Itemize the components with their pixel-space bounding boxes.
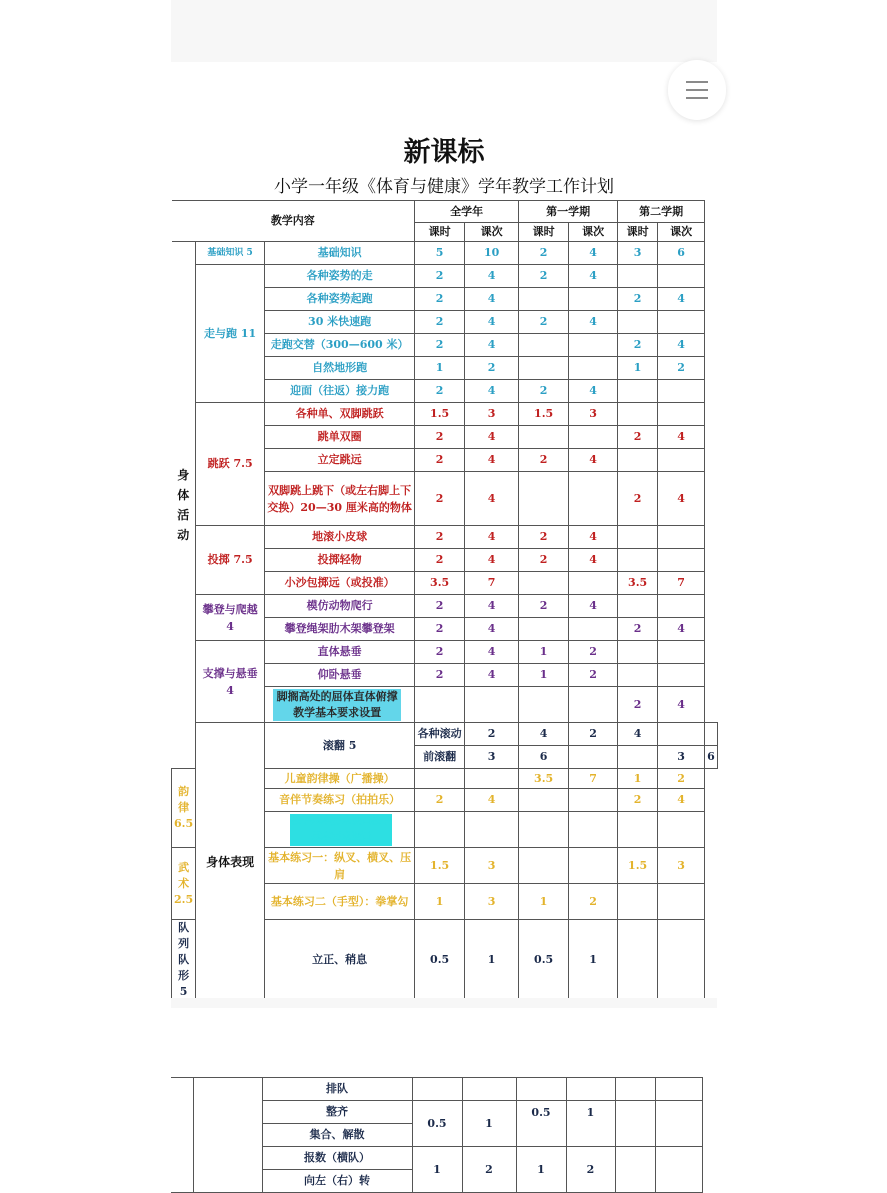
value-cell — [705, 723, 718, 746]
value-cell: 2 — [519, 265, 569, 288]
value-cell: 3.5 — [415, 572, 465, 595]
value-cell: 2 — [566, 1147, 615, 1193]
value-cell: 4 — [465, 526, 519, 549]
table-row — [172, 403, 718, 426]
value-cell: 2 — [519, 595, 569, 618]
value-cell: 6 — [705, 746, 718, 769]
value-cell — [415, 769, 465, 789]
value-cell — [569, 746, 618, 769]
value-cell — [569, 572, 618, 595]
value-cell: 6 — [658, 242, 705, 265]
value-cell — [618, 403, 658, 426]
group-martial: 武术 2.5 — [172, 848, 196, 920]
value-cell — [569, 426, 618, 449]
value-cell — [658, 380, 705, 403]
item-name: 各种滚动 — [415, 723, 465, 746]
value-cell — [618, 380, 658, 403]
table-row — [172, 526, 718, 549]
value-cell: 2 — [415, 472, 465, 526]
category-physical-expression: 身体表现 — [196, 723, 265, 1001]
value-cell — [569, 812, 618, 848]
item-name: 跳单双圈 — [265, 426, 415, 449]
item-name: 模仿动物爬行 — [265, 595, 415, 618]
value-cell — [618, 449, 658, 472]
value-cell: 1 — [462, 1101, 516, 1147]
value-cell: 4 — [465, 265, 519, 288]
header-term1: 第一学期 — [519, 201, 618, 223]
value-cell: 0.5 — [415, 920, 465, 1001]
highlighted-item: 脚搁高处的屈体直体俯撑教学基本要求设置 — [273, 689, 401, 721]
value-cell: 7 — [658, 572, 705, 595]
value-cell — [658, 311, 705, 334]
value-cell: 2 — [415, 449, 465, 472]
value-cell: 5 — [415, 242, 465, 265]
document-title: 新课标 — [403, 137, 485, 168]
value-cell: 4 — [465, 789, 519, 812]
value-cell: 2 — [618, 687, 658, 723]
item-name: 整齐 — [262, 1101, 412, 1124]
value-cell — [415, 812, 465, 848]
value-cell: 2 — [618, 288, 658, 311]
document-subtitle: 小学一年级《体育与健康》学年教学工作计划 — [274, 177, 614, 197]
item-name: 直体悬垂 — [265, 641, 415, 664]
item-name: 30 米快速跑 — [265, 311, 415, 334]
teaching-plan-table — [171, 200, 718, 1001]
value-cell: 2 — [618, 472, 658, 526]
value-cell — [618, 311, 658, 334]
value-cell — [519, 812, 569, 848]
value-cell: 3 — [465, 848, 519, 884]
value-cell: 1 — [618, 357, 658, 380]
value-cell — [658, 526, 705, 549]
value-cell: 4 — [569, 265, 618, 288]
value-cell: 4 — [465, 449, 519, 472]
header-hours: 课时 — [415, 223, 465, 242]
value-cell — [569, 687, 618, 723]
category-physical-activity: 身体活动 — [172, 242, 196, 769]
value-cell: 2 — [415, 595, 465, 618]
value-cell: 4 — [569, 311, 618, 334]
item-name: 走跑交替（300—600 米） — [265, 334, 415, 357]
value-cell — [658, 449, 705, 472]
value-cell: 2 — [415, 380, 465, 403]
value-cell — [658, 884, 705, 920]
value-cell — [658, 812, 705, 848]
value-cell: 2 — [415, 288, 465, 311]
value-cell: 3.5 — [519, 769, 569, 789]
continuation-table — [171, 1077, 703, 1193]
value-cell — [618, 549, 658, 572]
group-throw: 投掷 7.5 — [196, 526, 265, 595]
item-name: 攀登绳架肋木架攀登架 — [265, 618, 415, 641]
table-row — [172, 265, 718, 288]
value-cell: 4 — [569, 595, 618, 618]
item-name: 各种单、双脚跳跃 — [265, 403, 415, 426]
item-name: 基本练习二（手型）：拳掌勾 — [265, 884, 415, 920]
value-cell: 2 — [415, 265, 465, 288]
header-lessons: 课次 — [658, 223, 705, 242]
value-cell — [519, 618, 569, 641]
value-cell: 4 — [465, 618, 519, 641]
value-cell: 4 — [569, 449, 618, 472]
item-name — [265, 812, 415, 848]
value-cell: 4 — [658, 618, 705, 641]
group-jump: 跳跃 7.5 — [196, 403, 265, 526]
value-cell: 2 — [618, 789, 658, 812]
item-name: 投掷轻物 — [265, 549, 415, 572]
value-cell: 4 — [465, 549, 519, 572]
value-cell — [618, 884, 658, 920]
value-cell — [658, 595, 705, 618]
value-cell — [658, 641, 705, 664]
value-cell — [618, 641, 658, 664]
value-cell: 2 — [618, 618, 658, 641]
value-cell — [569, 334, 618, 357]
item-name: 立正、稍息 — [265, 920, 415, 1001]
item-name: 音伴节奏练习（拍拍乐） — [265, 789, 415, 812]
value-cell: 4 — [465, 472, 519, 526]
value-cell: 3 — [465, 884, 519, 920]
value-cell: 10 — [465, 242, 519, 265]
value-cell — [618, 526, 658, 549]
group-roll: 滚翻 5 — [265, 723, 415, 769]
value-cell: 4 — [465, 311, 519, 334]
item-name: 迎面（往返）接力跑 — [265, 380, 415, 403]
value-cell: 6 — [519, 746, 569, 769]
item-name: 立定跳远 — [265, 449, 415, 472]
value-cell: 3 — [465, 746, 519, 769]
value-cell — [569, 618, 618, 641]
value-cell — [658, 265, 705, 288]
value-cell — [519, 848, 569, 884]
value-cell: 1.5 — [519, 403, 569, 426]
value-cell: 4 — [465, 595, 519, 618]
value-cell: 4 — [465, 288, 519, 311]
value-cell: 3.5 — [618, 572, 658, 595]
value-cell: 1 — [415, 357, 465, 380]
value-cell: 4 — [658, 334, 705, 357]
value-cell — [465, 769, 519, 789]
value-cell: 2 — [415, 526, 465, 549]
value-cell: 3 — [465, 403, 519, 426]
value-cell: 1 — [618, 769, 658, 789]
value-cell: 2 — [415, 618, 465, 641]
value-cell: 4 — [618, 723, 658, 746]
value-cell: 2 — [658, 769, 705, 789]
value-cell: 4 — [658, 789, 705, 812]
value-cell: 3 — [658, 848, 705, 884]
value-cell: 4 — [519, 723, 569, 746]
item-name: 双脚跳上跳下（或左右脚上下交换）20—30 厘米高的物体 — [265, 472, 415, 526]
item-name: 各种姿势的走 — [265, 265, 415, 288]
item-name: 儿童韵律操（广播操） — [265, 769, 415, 789]
value-cell: 4 — [658, 472, 705, 526]
value-cell: 1 — [415, 884, 465, 920]
value-cell — [618, 664, 658, 687]
item-name: 各种姿势起跑 — [265, 288, 415, 311]
value-cell: 0.5 — [519, 920, 569, 1001]
value-cell: 4 — [658, 687, 705, 723]
item-name: 向左（右）转 — [262, 1170, 412, 1193]
value-cell: 4 — [569, 526, 618, 549]
item-name: 仰卧悬垂 — [265, 664, 415, 687]
item-name: 自然地形跑 — [265, 357, 415, 380]
item-name: 排队 — [262, 1078, 412, 1101]
header-hours: 课时 — [519, 223, 569, 242]
item-name: 报数（横队） — [262, 1147, 412, 1170]
value-cell: 4 — [465, 641, 519, 664]
value-cell: 3 — [658, 746, 705, 769]
value-cell — [658, 403, 705, 426]
value-cell: 1 — [519, 884, 569, 920]
value-cell — [569, 472, 618, 526]
item-name — [265, 687, 415, 723]
value-cell: 4 — [465, 380, 519, 403]
value-cell: 4 — [569, 380, 618, 403]
value-cell — [618, 812, 658, 848]
value-cell: 2 — [519, 449, 569, 472]
value-cell: 2 — [415, 311, 465, 334]
value-cell — [519, 789, 569, 812]
header-hours: 课时 — [618, 223, 658, 242]
value-cell: 4 — [658, 288, 705, 311]
value-cell: 2 — [462, 1147, 516, 1193]
value-cell: 2 — [519, 311, 569, 334]
value-cell: 4 — [465, 334, 519, 357]
value-cell: 0.5 — [412, 1101, 462, 1147]
page-break — [171, 998, 717, 1008]
value-cell: 2 — [658, 357, 705, 380]
value-cell: 2 — [415, 789, 465, 812]
value-cell: 4 — [569, 549, 618, 572]
menu-icon — [686, 81, 708, 83]
item-name: 基础知识 — [265, 242, 415, 265]
value-cell: 4 — [658, 426, 705, 449]
group-rhythm: 韵律 6.5 — [172, 769, 196, 848]
table-row — [171, 1078, 702, 1101]
value-cell: 2 — [519, 549, 569, 572]
header-content: 教学内容 — [172, 201, 415, 242]
value-cell: 2 — [519, 526, 569, 549]
value-cell: 1.5 — [415, 403, 465, 426]
value-cell — [618, 920, 658, 1001]
group-climb: 攀登与爬越 4 — [196, 595, 265, 641]
value-cell: 1 — [519, 641, 569, 664]
value-cell: 2 — [465, 723, 519, 746]
table-row — [172, 242, 718, 265]
value-cell — [618, 265, 658, 288]
value-cell — [519, 572, 569, 595]
group-basic: 基础知识 5 — [196, 242, 265, 265]
table-row — [172, 723, 718, 746]
header-lessons: 课次 — [465, 223, 519, 242]
value-cell: 4 — [465, 426, 519, 449]
value-cell: 7 — [465, 572, 519, 595]
group-support: 支撑与悬垂 4 — [196, 641, 265, 723]
value-cell: 2 — [569, 641, 618, 664]
value-cell — [569, 288, 618, 311]
item-name: 小沙包掷远（或投准） — [265, 572, 415, 595]
value-cell — [519, 357, 569, 380]
item-name: 基本练习一：纵叉、横叉、压肩 — [265, 848, 415, 884]
menu-button[interactable] — [668, 60, 726, 120]
value-cell: 1.5 — [415, 848, 465, 884]
value-cell: 1 — [566, 1101, 615, 1147]
value-cell: 1 — [465, 920, 519, 1001]
value-cell — [519, 472, 569, 526]
table-row — [172, 641, 718, 664]
item-name: 地滚小皮球 — [265, 526, 415, 549]
item-name: 前滚翻 — [415, 746, 465, 769]
value-cell: 2 — [415, 664, 465, 687]
value-cell — [618, 746, 658, 769]
header-term2: 第二学期 — [618, 201, 705, 223]
value-cell: 2 — [569, 664, 618, 687]
value-cell: 1 — [569, 920, 618, 1001]
value-cell: 2 — [415, 549, 465, 572]
value-cell: 3 — [569, 403, 618, 426]
value-cell: 2 — [415, 334, 465, 357]
value-cell — [519, 288, 569, 311]
header-full-year: 全学年 — [415, 201, 519, 223]
value-cell — [618, 595, 658, 618]
value-cell — [465, 687, 519, 723]
value-cell: 2 — [415, 641, 465, 664]
value-cell — [658, 664, 705, 687]
value-cell: 7 — [569, 769, 618, 789]
value-cell — [519, 687, 569, 723]
value-cell — [658, 549, 705, 572]
value-cell: 2 — [519, 380, 569, 403]
header-lessons: 课次 — [569, 223, 618, 242]
value-cell: 2 — [618, 334, 658, 357]
value-cell: 3 — [618, 242, 658, 265]
table-header-row — [172, 201, 718, 223]
value-cell: 0.5 — [516, 1101, 566, 1147]
value-cell — [658, 920, 705, 1001]
value-cell: 2 — [569, 723, 618, 746]
value-cell — [569, 357, 618, 380]
value-cell — [519, 426, 569, 449]
value-cell: 2 — [465, 357, 519, 380]
value-cell — [658, 723, 705, 746]
value-cell: 2 — [415, 426, 465, 449]
value-cell: 4 — [569, 242, 618, 265]
value-cell: 2 — [618, 426, 658, 449]
value-cell: 1.5 — [618, 848, 658, 884]
group-formation: 队列队形 5 — [172, 920, 196, 1001]
value-cell: 2 — [519, 242, 569, 265]
value-cell — [415, 687, 465, 723]
group-walk-run: 走与跑 11 — [196, 265, 265, 403]
value-cell — [569, 848, 618, 884]
value-cell — [569, 789, 618, 812]
highlighted-item: 教学基本要求设置教学基本要求设置 — [290, 814, 392, 846]
value-cell — [519, 334, 569, 357]
value-cell: 1 — [516, 1147, 566, 1193]
value-cell: 1 — [412, 1147, 462, 1193]
value-cell: 4 — [465, 664, 519, 687]
table-row — [172, 595, 718, 618]
value-cell — [465, 812, 519, 848]
item-name: 集合、解散 — [262, 1124, 412, 1147]
value-cell: 2 — [569, 884, 618, 920]
top-toolbar-area — [171, 0, 717, 62]
value-cell: 1 — [519, 664, 569, 687]
